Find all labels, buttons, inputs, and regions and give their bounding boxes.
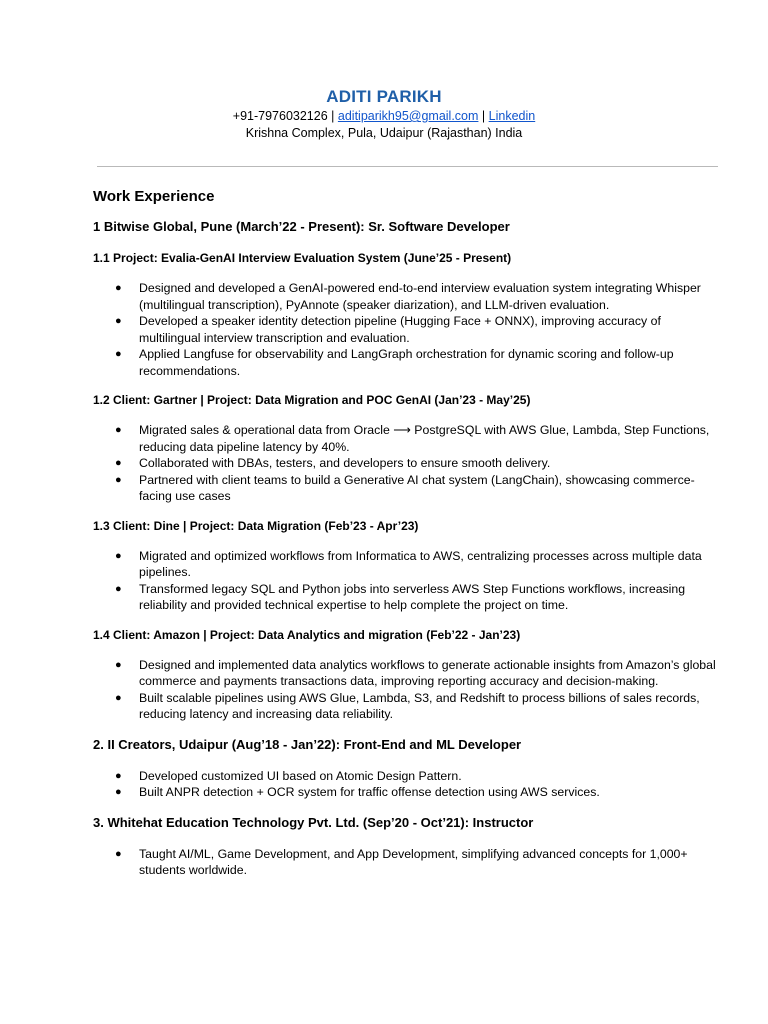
separator: |: [481, 109, 486, 123]
job-title: 2. II Creators, Udaipur (Aug’18 - Jan’22): Front-End and ML Developer: [93, 736, 522, 752]
phone-number: +91-7976032126: [232, 109, 328, 123]
job-title: 1 Bitwise Global, Pune (March’22 - Present): Sr. Software Developer: [93, 219, 510, 234]
bullet-icon: ●: [115, 457, 122, 469]
list-item: [93, 784, 723, 801]
list-item-text: Designed and implemented data analytics workflows to generate actionable insights from Amazon’s global commerce and payments transactions data, improving reporting accuracy and decision-making.: [139, 657, 716, 688]
list-item: [93, 548, 723, 581]
list-item-text: Applied Langfuse for observability and LangGraph orchestration for dynamic scoring and follow-up recommendations.: [139, 347, 674, 378]
bullet-list: [93, 422, 723, 505]
bullet-icon: ●: [115, 769, 122, 782]
bullet-list: [93, 657, 723, 723]
candidate-name: ADITI PARIKH: [326, 87, 442, 106]
project-title: 1.2 Client: Gartner | Project: Data Migration and POC GenAI (Jan’23 - May’25): [93, 393, 531, 407]
project-title: 1.1 Project: Evalia-GenAI Interview Evaluation System (June’25 - Present): [93, 251, 512, 265]
project-title: 1.4 Client: Amazon | Project: Data Analytics and migration (Feb’22 - Jan’23): [93, 627, 521, 642]
bullet-list: [93, 280, 723, 379]
bullet-list: [93, 548, 723, 614]
bullet-icon: ●: [115, 658, 122, 671]
bullet-icon: ●: [115, 424, 122, 436]
list-item-text: Designed and developed a GenAI-powered end-to-end interview evaluation system integrating Whisper (multilingual transcription), PyAnnote (speaker diarization), and LLM-driven evaluation.: [139, 281, 701, 312]
linkedin-link[interactable]: Linkedin: [488, 109, 536, 123]
contact-line: [0, 108, 768, 125]
list-item: [93, 455, 723, 472]
project-title: 1.3 Client: Dine | Project: Data Migration (Feb’23 - Apr’23): [93, 518, 419, 533]
bullet-list: [93, 768, 723, 801]
list-item-text: Collaborated with DBAs, testers, and developers to ensure smooth delivery.: [139, 456, 551, 470]
list-item: [93, 422, 723, 455]
horizontal-divider: [97, 166, 718, 167]
bullet-icon: ●: [115, 847, 122, 860]
list-item-text: Transformed legacy SQL and Python jobs into serverless AWS Step Functions workflows, increasing reliability and provided technical expertise to help complete the project on time.: [139, 581, 686, 612]
email-link[interactable]: aditiparikh95@gmail.com: [337, 109, 479, 123]
list-item: [93, 346, 723, 379]
list-item-text: Migrated sales & operational data from Oracle ⟶ PostgreSQL with AWS Glue, Lambda, Step Functions, reducing data pipeline latency by 40%.: [139, 423, 710, 454]
separator: |: [331, 109, 335, 123]
resume-header: [0, 86, 768, 142]
list-item-text: Taught AI/ML, Game Development, and App Development, simplifying advanced concepts for 1,000+ students worldwide.: [139, 846, 688, 877]
work-experience-section: [93, 187, 723, 892]
bullet-icon: ●: [115, 348, 122, 360]
list-item: [93, 280, 723, 313]
list-item-text: Developed a speaker identity detection pipeline (Hugging Face + ONNX), improving accuracy of multilingual interview transcription and evaluation.: [139, 314, 661, 345]
list-item-text: Partnered with client teams to build a Generative AI chat system (LangChain), showcasing commerce-facing use cases: [139, 472, 695, 503]
bullet-list: [93, 846, 723, 879]
list-item-text: Developed customized UI based on Atomic Design Pattern.: [139, 768, 462, 783]
bullet-icon: ●: [115, 473, 122, 486]
job-title: 3. Whitehat Education Technology Pvt. Ltd. (Sep’20 - Oct’21): Instructor: [93, 814, 534, 830]
section-title: Work Experience: [93, 188, 215, 205]
bullet-icon: ●: [115, 315, 122, 327]
bullet-icon: ●: [115, 549, 122, 562]
list-item-text: Migrated and optimized workflows from Informatica to AWS, centralizing processes across multiple data pipelines.: [139, 548, 702, 579]
list-item: [93, 846, 723, 879]
list-item: [93, 581, 723, 614]
list-item: [93, 472, 723, 505]
list-item: [93, 768, 723, 785]
list-item-text: Built ANPR detection + OCR system for traffic offense detection using AWS services.: [139, 785, 600, 799]
list-item: [93, 313, 723, 346]
bullet-icon: ●: [115, 282, 122, 294]
list-item: [93, 690, 723, 723]
list-item-text: Built scalable pipelines using AWS Glue, Lambda, S3, and Redshift to process billions of sales records, reducing latency and increasing data reliability.: [139, 690, 700, 721]
list-item: [93, 657, 723, 690]
bullet-icon: ●: [115, 786, 122, 798]
address: Krishna Complex, Pula, Udaipur (Rajasthan) India: [245, 126, 523, 140]
bullet-icon: ●: [115, 582, 122, 595]
bullet-icon: ●: [115, 691, 122, 704]
